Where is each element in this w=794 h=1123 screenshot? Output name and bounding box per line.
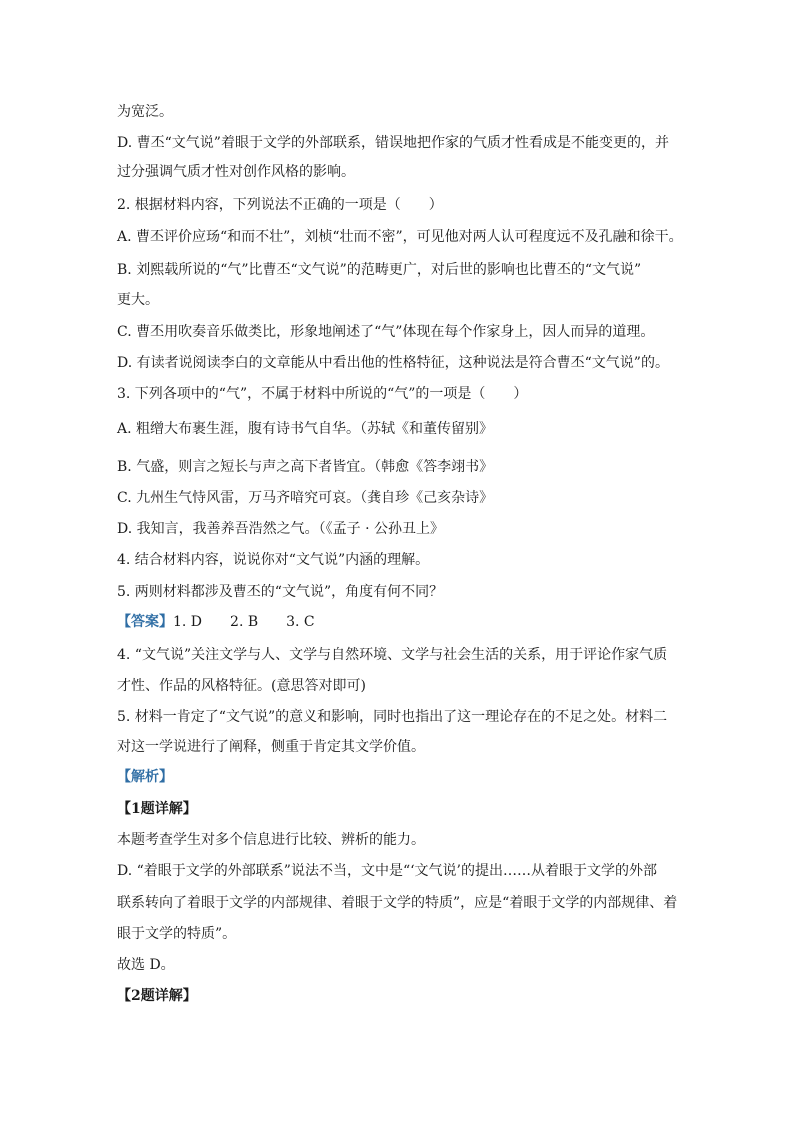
option-c: C. 曹丕用吹奏音乐做类比，形象地阐述了“气”体现在每个作家身上，因人而异的道理。 <box>117 324 655 340</box>
text-line: 为宽泛。 <box>117 104 173 120</box>
text-line: 才性、作品的风格特征。(意思答对即可) <box>117 678 366 694</box>
text-line: 本题考查学生对多个信息进行比较、辨析的能力。 <box>117 832 425 848</box>
text-line: 眼于文学的特质”。 <box>117 926 237 942</box>
text-line: 对这一学说进行了阐释，侧重于肯定其文学价值。 <box>117 739 425 755</box>
question-3: 3. 下列各项中的“气”，不属于材料中所说的“气”的一项是（ ） <box>117 386 528 402</box>
section-2-header: 【2题详解】 <box>117 988 197 1004</box>
option-a: A. 粗缯大布裹生涯，腹有诗书气自华。（苏轼《和董传留别》 <box>117 421 494 437</box>
answer-tag: 【答案】 <box>117 614 173 630</box>
option-d: D. 我知言，我善养吾浩然之气。（《孟子 · 公孙丑上》 <box>117 521 444 537</box>
answer-4: 4. “文气说”关注文学与人、文学与自然环境、文学与社会生活的关系，用于评论作家气质 <box>117 647 668 663</box>
analysis-tag: 【解析】 <box>117 769 173 785</box>
text-line: D. “着眼于文学的外部联系”说法不当，文中是“‘文气说’的提出……从着眼于文学的外部 <box>117 863 657 879</box>
text-line: 更大。 <box>117 292 159 308</box>
text-line: 故选 D。 <box>117 957 175 973</box>
option-b: B. 气盛，则言之短长与声之高下者皆宜。（韩愈《答李翊书》 <box>117 459 494 475</box>
text-line: 过分强调气质才性对创作风格的影响。 <box>117 164 355 180</box>
option-d: D. 曹丕“文气说”着眼于文学的外部联系，错误地把作家的气质才性看成是不能变更的，并 <box>117 135 669 151</box>
option-b: B. 刘熙载所说的“气”比曹丕“文气说”的范畴更广，对后世的影响也比曹丕的“文气说” <box>117 262 642 278</box>
option-a: A. 曹丕评价应玚“和而不壮”，刘桢“壮而不密”，可见他对两人认可程度远不及孔融和徐干。 <box>117 229 683 245</box>
section-1-header: 【1题详解】 <box>117 801 197 817</box>
answer-5: 5. 材料一肯定了“文气说”的意义和影响，同时也指出了这一理论存在的不足之处。材料二 <box>117 709 668 725</box>
answer-line <box>117 612 687 632</box>
answer-text: 1. D 2. B 3. C <box>173 614 315 630</box>
question-5: 5. 两则材料都涉及曹丕的“文气说”，角度有何不同？ <box>117 584 444 600</box>
option-d: D. 有读者说阅读李白的文章能从中看出他的性格特征，这种说法是符合曹丕“文气说”的。 <box>117 355 669 371</box>
question-4: 4. 结合材料内容，说说你对“文气说”内涵的理解。 <box>117 552 430 568</box>
option-c: C. 九州生气恃风雷，万马齐喑究可哀。（龚自珍《己亥杂诗》 <box>117 490 494 506</box>
question-2: 2. 根据材料内容，下列说法不正确的一项是（ ） <box>117 197 443 213</box>
text-line: 联系转向了着眼于文学的内部规律、着眼于文学的特质”，应是“着眼于文学的内部规律、着 <box>117 895 678 911</box>
